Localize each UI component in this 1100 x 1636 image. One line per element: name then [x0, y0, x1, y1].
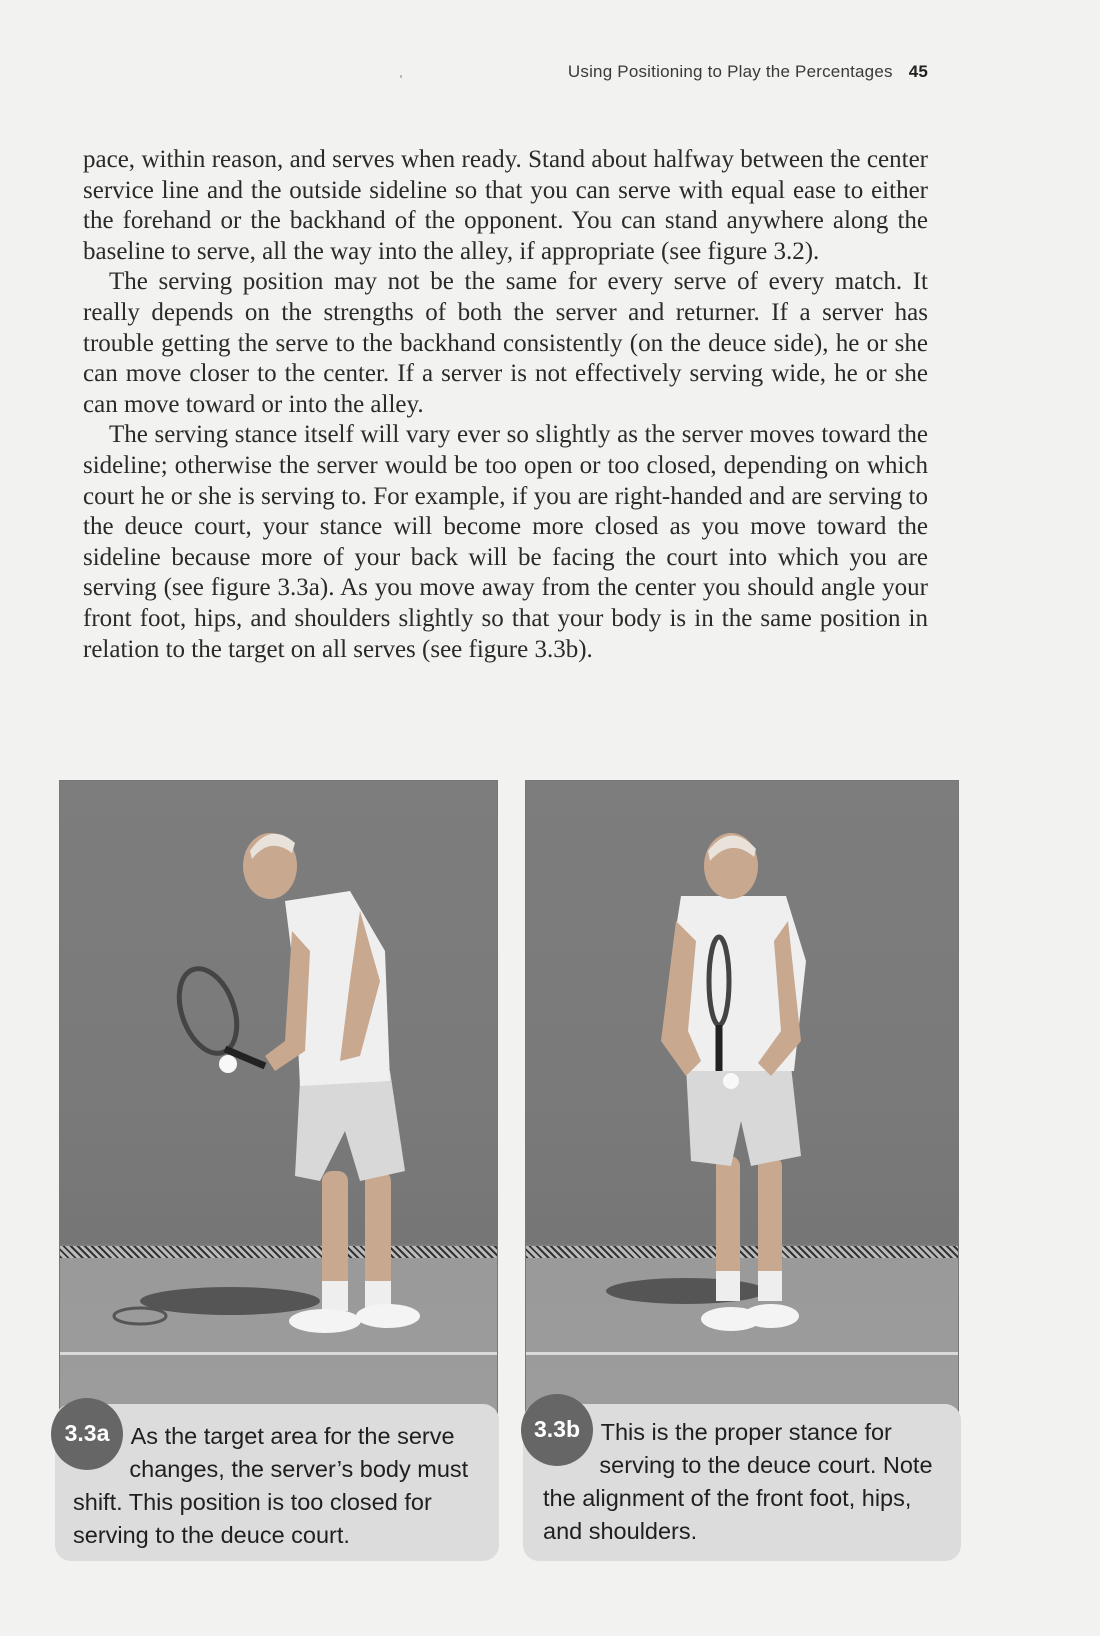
- figure-number-badge: 3.3b: [521, 1394, 593, 1466]
- page-number: 45: [908, 62, 928, 81]
- tennis-player-figure: [526, 781, 958, 1423]
- paragraph-3: The serving stance itself will vary ever so slightly as the server moves toward the sideline; otherwise the server would be too open or too closed, depending on which court he or she is serving to. For example, if you are right-handed and are serving to the deuce court, your stance will become more closed as you move toward the sideline because more of your back will be facing the court into which you are serving (see figure 3.3a). As you move away from the center you should angle your front foot, hips, and shoulders slightly so that your body is in the same position in relation to the target on all serves (see figure 3.3b).: [83, 421, 928, 663]
- tennis-player-figure: [60, 781, 497, 1423]
- paragraph-2: The serving position may not be the same for every serve of every match. It really depends on the strengths of both the server and returner. If a server has trouble getting the serve to the backhand consistently (on the deuce side), he or she can move closer to the center. If a server is not effectively serving wide, he or she can move toward or into the alley.: [83, 268, 928, 418]
- paragraph-1: pace, within reason, and serves when ready. Stand about halfway between the center service line and the outside sideline so that you can serve with equal ease to either the forehand or the backhand of the opponent. You can stand anywhere along the baseline to serve, all the way into the alley, if appropriate (see figure 3.2).: [83, 146, 928, 265]
- running-head: [568, 62, 928, 82]
- running-head-title: Using Positioning to Play the Percentages: [567, 62, 893, 81]
- figure-3-3a-photo: [59, 780, 498, 1424]
- caption-text: As the target area for the serve changes, the server’s body must shift. This position is too closed for serving to the deuce court.: [73, 1423, 469, 1548]
- body-text: [83, 145, 928, 665]
- page-speck: [400, 75, 402, 78]
- figure-3-3b-caption: [523, 1404, 961, 1561]
- figure-3-3b-photo: [525, 780, 959, 1424]
- figure-3-3a-caption: [55, 1404, 499, 1561]
- caption-text: This is the proper stance for serving to the deuce court. Note the alignment of the front foot, hips, and shoulders.: [543, 1419, 933, 1544]
- figure-number-badge: 3.3a: [51, 1398, 123, 1470]
